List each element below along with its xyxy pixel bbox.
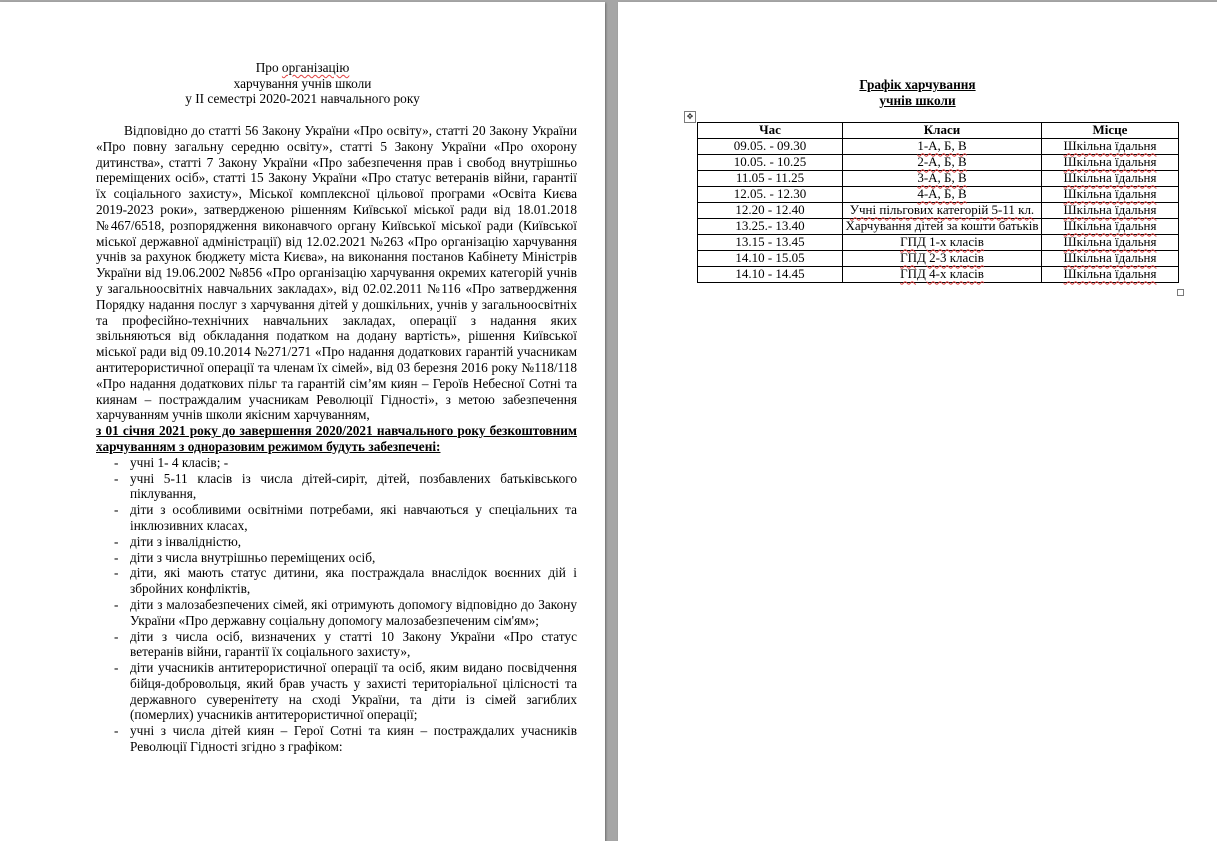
title-line-1: Про організацію: [255, 60, 350, 75]
cell-place: Шкільна їдальня: [1042, 267, 1179, 283]
schedule-table[interactable]: [697, 122, 1179, 283]
table-row: [698, 139, 1179, 155]
header-place: Місце: [1042, 123, 1179, 139]
list-item: - учні 5-11 класів із числа дітей-сиріт, дітей, позбавлених батьківського піклування,: [96, 471, 577, 503]
cell-place: Шкільна їдальня: [1042, 219, 1179, 235]
table-row: [698, 171, 1179, 187]
cell-time: 12.20 - 12.40: [698, 203, 843, 219]
list-item: - діти з числа внутрішньо переміщених осіб,: [96, 550, 577, 566]
cell-classes: 4-А, Б, В: [843, 187, 1042, 203]
schedule-title-line-2: учнів школи: [879, 93, 956, 108]
eligible-list: [96, 455, 577, 755]
table-header-row: [698, 123, 1179, 139]
table-row: [698, 235, 1179, 251]
list-item: - діти з малозабезпечених сімей, які отримують допомогу відповідно до Закону України «Про державну соціальну допомогу малозабезпеченим сім'ям»;: [96, 597, 577, 629]
table-row: [698, 187, 1179, 203]
cell-classes: ГПД 4-х класів: [843, 267, 1042, 283]
table-row: [698, 219, 1179, 235]
preamble-paragraph: Відповідно до статті 56 Закону України «Про освіту», статті 20 Закону України «Про повну загальну середню освіту», статті 5 Закону України «Про охорону дитинства», статті 7 Закону України «Про забезпечення прав і свобод внутрішньо переміщених осіб», статті 15 Закону України «Про статус ветеранів війни, гарантії їх соціального захисту», Міської комплексної цільової програми «Освіта Києва 2019-2023 роки», затвердженою рішенням Київської міської ради від 18.01.2018 №467/6518, розпорядження виконавчого органу Київської міської ради (Київської міської державної адміністрації) від 12.02.2021 №263 «Про організацію харчування учнів за рахунок бюджету міста Києва», на виконання постанов Кабінету Міністрів України від 19.06.2002 №856 «Про організацію харчування окремих категорій учнів у загальноосвітніх навчальних закладах», від 02.02.2011 №116 «Про затвердження Порядку надання послуг з харчування дітей у дошкільних, учнів у загальноосвітніх та професійно-технічних навчальних закладах, операції з надання яких звільняються від обкладання податком на додану вартість», рішення Київської міської ради від 09.10.2014 №271/271 «Про надання додаткових гарантій учасникам антитерористичної операції та членам їх сімей», від 03 березня 2016 року №118/118 «Про надання додаткових пільг та гарантій сім’ям киян – Героїв Небесної Сотні та киянам – постраждалим учасникам Революції Гідності», з метою забезпечення харчуванням учнів школи якісним харчуванням,: [96, 123, 577, 423]
cell-time: 09.05. - 09.30: [698, 139, 843, 155]
table-row: [698, 251, 1179, 267]
cell-classes: 1-А, Б, В: [843, 139, 1042, 155]
bold-statement: з 01 січня 2021 року до завершення 2020/2021 навчального року безкоштовним харчуванням з одноразовим режимом будуть забезпечені:: [96, 423, 577, 454]
cell-time: 14.10 - 15.05: [698, 251, 843, 267]
title-line-2: харчування учнів школи: [233, 75, 372, 91]
cell-time: 12.05. - 12.30: [698, 187, 843, 203]
cell-time: 10.05. - 10.25: [698, 155, 843, 171]
list-item: - діти, які мають статус дитини, яка постраждала внаслідок воєнних дій і збройних конфліктів,: [96, 565, 577, 597]
cell-time: 14.10 - 14.45: [698, 267, 843, 283]
cell-time: 13.25.- 13.40: [698, 219, 843, 235]
cell-classes: 2-А, Б, В: [843, 155, 1042, 171]
cell-place: Шкільна їдальня: [1042, 187, 1179, 203]
header-classes: Класи: [843, 123, 1042, 139]
cell-place: Шкільна їдальня: [1042, 251, 1179, 267]
cell-classes: ГПД 1-х класів: [843, 235, 1042, 251]
cell-place: Шкільна їдальня: [1042, 203, 1179, 219]
table-move-handle-icon[interactable]: ✥: [684, 111, 696, 123]
table-row: [698, 203, 1179, 219]
order-title: [0, 60, 605, 107]
cell-place: Шкільна їдальня: [1042, 155, 1179, 171]
list-item: - діти з числа осіб, визначених у статті 10 Закону України «Про статус ветеранів війни, гарантії їх соціального захисту»,: [96, 629, 577, 661]
title-line-3: у II семестрі 2020-2021 навчального року: [185, 91, 420, 106]
cell-time: 11.05 - 11.25: [698, 171, 843, 187]
cell-place: Шкільна їдальня: [1042, 139, 1179, 155]
schedule-title-line-1: Графік харчування: [859, 77, 976, 92]
cell-classes: 3-А, Б, В: [843, 171, 1042, 187]
list-item: - діти учасників антитерористичної операції та осіб, яким видано посвідчення бійця-добровольця, який брав участь у захисті територіальної цілісності та державного суверенітету на сході України, та діти із сімей загиблих (померлих) учасників антитерористичної операції;: [96, 660, 577, 723]
list-item: - діти з інвалідністю,: [96, 534, 577, 550]
cell-place: Шкільна їдальня: [1042, 171, 1179, 187]
cell-classes: Учні пільгових категорій 5-11 кл.: [843, 203, 1042, 219]
cell-classes: ГПД 2-3 класів: [843, 251, 1042, 267]
cell-classes: Харчування дітей за кошти батьків: [843, 219, 1042, 235]
header-time: Час: [698, 123, 843, 139]
list-item: - учні з числа дітей киян – Герої Сотні та киян – постраждалих учасників Революції Гідності згідно з графіком:: [96, 723, 577, 755]
list-item: - учні 1- 4 класів; -: [96, 455, 577, 471]
schedule-title: [618, 77, 1217, 109]
cell-place: Шкільна їдальня: [1042, 235, 1179, 251]
cell-time: 13.15 - 13.45: [698, 235, 843, 251]
table-row: [698, 267, 1179, 283]
list-item: - діти з особливими освітніми потребами, які навчаються у спеціальних та інклюзивних класах,: [96, 502, 577, 534]
table-row: [698, 155, 1179, 171]
order-body[interactable]: [96, 123, 577, 755]
table-resize-handle[interactable]: [1177, 289, 1184, 296]
